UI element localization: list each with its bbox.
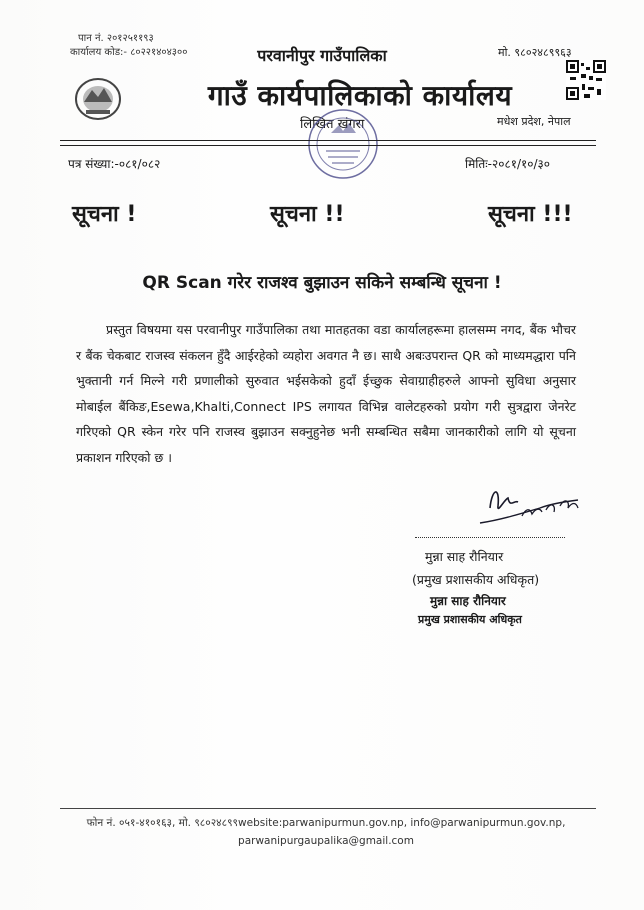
stamp-title: प्रमुख प्रशासकीय अधिकृत bbox=[418, 613, 522, 626]
notice-headline: QR Scan गरेर राजश्व बुझाउन सकिने सम्बन्धि सूचना ! bbox=[142, 273, 502, 293]
notice-word-3: सूचना !!! bbox=[488, 202, 573, 227]
office-code: कार्यालय कोड:- ८०२२१४०४३०० bbox=[70, 47, 188, 58]
signatory-title: (प्रमुख प्रशासकीय अधिकृत) bbox=[412, 572, 540, 587]
letter-date: मितिः-२०८१/१०/३० bbox=[465, 157, 550, 171]
footer-line-2: parwanipurgaupalika@gmail.com bbox=[238, 835, 414, 847]
handwritten-signature bbox=[470, 478, 590, 533]
pan-number: पान नं. २०१२५११९३ bbox=[78, 33, 154, 44]
header-divider-thick bbox=[60, 140, 596, 141]
office-location: लिखित खंगरा bbox=[300, 117, 365, 132]
footer-contact bbox=[66, 814, 586, 850]
footer-divider bbox=[60, 808, 596, 809]
province-address: मधेश प्रदेश, नेपाल bbox=[497, 115, 571, 128]
office-seal-stamp bbox=[304, 105, 382, 183]
header-phone: मो. ९८०२४८९९६३ bbox=[498, 46, 572, 59]
stamp-name: मुन्ना साह रौनियार bbox=[430, 594, 506, 608]
office-title: गाउँ कार्यपालिकाको कार्यालय bbox=[207, 79, 513, 112]
notice-word-1: सूचना ! bbox=[72, 202, 137, 227]
reference-number: पत्र संख्या:-०८१/०८२ bbox=[68, 157, 161, 171]
signature-line bbox=[415, 537, 565, 538]
notice-body: प्रस्तुत विषयमा यस परवानीपुर गाउँपालिका तथा मातहतका वडा कार्यालहरूमा हालसम्म नगद, बैंक भौचर र बैंक चेकबाट राजस्व संकलन हुँदै आईरहेको व्यहोरा अवगत नै छ। साथै अबःउपरान्त QR को माध्यमद्धारा पनि भुक्तानी गर्न मिल्ने गरी प्रणालीको सुरुवात भईसकेको हुदाँ ईच्छुक सेवाग्राहीहरुले आफ्नो सुविधा अनुसार मोबाईल बैंकिङ,Esewa,Khalti,Connect IPS लगायत विभिन्न वालेटहरुको प्रयोग गरी सुत्रद्वारा जेनरेट गरिएको QR स्केन गरेर पनि राजस्व बुझाउन सक्नुहुनेछ भनी सम्बन्धित सबैमा जानकारीको लागि यो सूचना प्रकाशन गरिएको छ । bbox=[76, 322, 576, 465]
header-divider-thin bbox=[60, 145, 596, 146]
notice-word-2: सूचना !! bbox=[270, 202, 345, 227]
signatory-name: मुन्ना साह रौनियार bbox=[425, 549, 504, 564]
municipality-name: परवानीपुर गाउँपालिका bbox=[257, 46, 387, 65]
nepal-emblem-icon bbox=[70, 72, 126, 122]
footer-line-1: फोन नं. ०५१-४१०१६३, मो. ९८०२४८९९website:parwanipurmun.gov.np, info@parwanipurmun.gov.np, bbox=[86, 817, 566, 829]
qr-code-icon bbox=[566, 60, 606, 100]
